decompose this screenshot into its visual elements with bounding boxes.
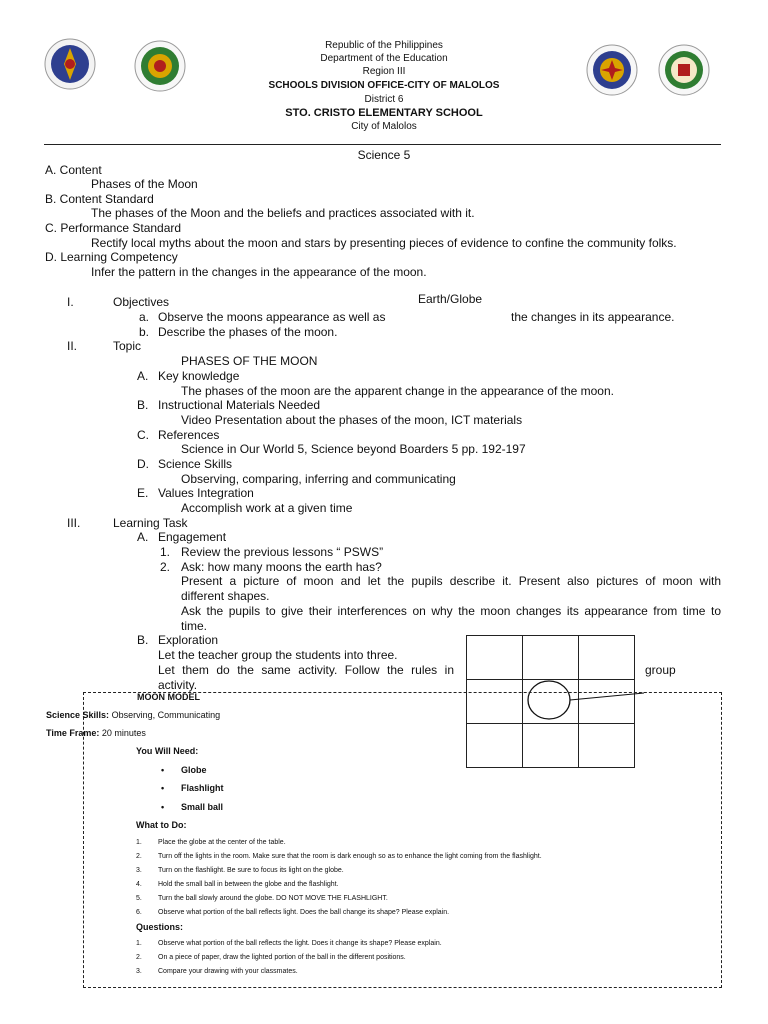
need-item-small-ball: • Small ball (181, 802, 223, 813)
key-knowledge-title: Key knowledge (158, 369, 240, 383)
step-num: 6. (136, 909, 142, 916)
grid-cell (467, 636, 523, 680)
header-school: STO. CRISTO ELEMENTARY SCHOOL (285, 107, 483, 119)
outline-iii-num: III. (67, 516, 81, 530)
topic-name: PHASES OF THE MOON (181, 354, 318, 368)
activity-title: MOON MODEL (137, 692, 200, 702)
exploration-line1: Let the teacher group the students into three. (158, 648, 398, 662)
step-item: Turn the ball slowly around the globe. DO NOT MOVE THE FLASHLIGHT. (158, 895, 388, 902)
header-district: District 6 (364, 94, 404, 105)
step-item: Turn off the lights in the room. Make sure that the room is dark enough so as to enhance the light coming from the flashlight. (158, 853, 542, 860)
activity-skills-value: Observing, Communicating (111, 710, 221, 720)
need-item-globe: • Globe (181, 765, 207, 776)
earth-globe-label: Earth/Globe (418, 292, 483, 306)
question-num: 2. (136, 954, 142, 961)
engagement-2-para1-line1: Present a picture of moon and let the pupils describe it. Present also pictures of moon with (181, 574, 721, 588)
section-c-title: C. Performance Standard (45, 221, 182, 235)
section-b-body: The phases of the Moon and the beliefs and practices associated with it. (91, 206, 475, 220)
exploration-line3: activity. (158, 678, 198, 692)
outline-ii-num: II. (67, 339, 78, 353)
step-item: Observe what portion of the ball reflects light. Does the ball change its shape? Please explain. (158, 909, 450, 916)
objective-b: Describe the phases of the moon. (158, 325, 338, 339)
references-letter: C. (137, 428, 149, 442)
objective-a-tail: the changes in its appearance. (511, 310, 675, 324)
need-label: You Will Need: (136, 746, 199, 756)
need-item-flashlight: • Flashlight (181, 783, 224, 794)
section-a-body: Phases of the Moon (91, 177, 198, 191)
section-d-body: Infer the pattern in the changes in the appearance of the moon. (91, 265, 427, 279)
skills-title: Science Skills (158, 457, 233, 471)
outline-learning-task-title: Learning Task (113, 516, 188, 530)
objective-b-letter: b. (139, 325, 150, 339)
engagement-letter: A. (137, 530, 149, 544)
section-a-title: A. Content (45, 163, 102, 177)
materials-title: Instructional Materials Needed (158, 398, 321, 412)
engagement-2: Ask: how many moons the earth has? (181, 560, 382, 574)
references-title: References (158, 428, 220, 442)
header-divider (44, 144, 721, 145)
exploration-letter: B. (137, 633, 149, 647)
skills-letter: D. (137, 457, 149, 471)
activity-time-value: 20 minutes (101, 728, 146, 738)
header-department: Department of the Education (320, 53, 448, 64)
question-item: Observe what portion of the ball reflects the light. Does it change its shape? Please explain. (158, 940, 442, 947)
step-item: Place the globe at the center of the table. (158, 839, 286, 846)
exploration-line2-tail: group (645, 663, 676, 677)
objective-a: Observe the moons appearance as well as (158, 310, 386, 324)
activity-time-label: Time Frame: (46, 728, 100, 738)
questions-label: Questions: (136, 922, 184, 932)
engagement-2-num: 2. (160, 560, 171, 574)
engagement-1-num: 1. (160, 545, 171, 559)
step-num: 4. (136, 881, 142, 888)
header-republic: Republic of the Philippines (325, 40, 443, 51)
subject-title: Science 5 (357, 148, 411, 162)
header-city: City of Malolos (351, 121, 417, 132)
step-num: 2. (136, 853, 142, 860)
outline-topic-title: Topic (113, 339, 142, 353)
exploration-line2: Let them do the same activity. Follow the rules in (158, 663, 454, 677)
engagement-2-para2-line1: Ask the pupils to give their interferences on why the moon changes its appearance from time to (181, 604, 721, 618)
engagement-2-para2-line2: time. (181, 619, 208, 633)
values-body: Accomplish work at a given time (181, 501, 353, 515)
section-d-title: D. Learning Competency (45, 250, 178, 264)
activity-skills-line (46, 710, 220, 721)
skills-body: Observing, comparing, inferring and communicating (181, 472, 456, 486)
todo-label: What to Do: (136, 820, 187, 830)
section-b-title: B. Content Standard (45, 192, 154, 206)
objective-a-letter: a. (139, 310, 150, 324)
engagement-title: Engagement (158, 530, 227, 544)
header-region: Region III (362, 66, 406, 77)
materials-body: Video Presentation about the phases of the moon, ICT materials (181, 413, 523, 427)
step-item: Turn on the flashlight. Be sure to focus its light on the globe. (158, 867, 344, 874)
grid-cell (523, 636, 579, 680)
values-letter: E. (137, 486, 149, 500)
activity-skills-label: Science Skills: (46, 710, 110, 720)
exploration-title: Exploration (158, 633, 219, 647)
outline-objectives-title: Objectives (113, 295, 170, 309)
grid-cell (579, 636, 634, 680)
materials-letter: B. (137, 398, 149, 412)
references-body: Science in Our World 5, Science beyond Boarders 5 pp. 192-197 (181, 442, 526, 456)
step-num: 1. (136, 839, 142, 846)
section-c-body: Rectify local myths about the moon and stars by presenting pieces of evidence to confine the community folks. (91, 236, 677, 250)
question-num: 3. (136, 968, 142, 975)
step-num: 3. (136, 867, 142, 874)
values-title: Values Integration (158, 486, 254, 500)
question-item: Compare your drawing with your classmates. (158, 968, 298, 975)
question-num: 1. (136, 940, 142, 947)
outline-i-num: I. (67, 295, 74, 309)
key-knowledge-body: The phases of the moon are the apparent change in the appearance of the moon. (181, 384, 614, 398)
key-knowledge-letter: A. (137, 369, 149, 383)
activity-time-line (46, 728, 146, 739)
question-item: On a piece of paper, draw the lighted portion of the ball in the different positions. (158, 954, 406, 961)
step-num: 5. (136, 895, 142, 902)
engagement-2-para1-line2: different shapes. (181, 589, 270, 603)
engagement-1: Review the previous lessons “ PSWS” (181, 545, 384, 559)
header-division: SCHOOLS DIVISION OFFICE-CITY OF MALOLOS (268, 80, 500, 91)
step-item: Hold the small ball in between the globe and the flashlight. (158, 881, 339, 888)
